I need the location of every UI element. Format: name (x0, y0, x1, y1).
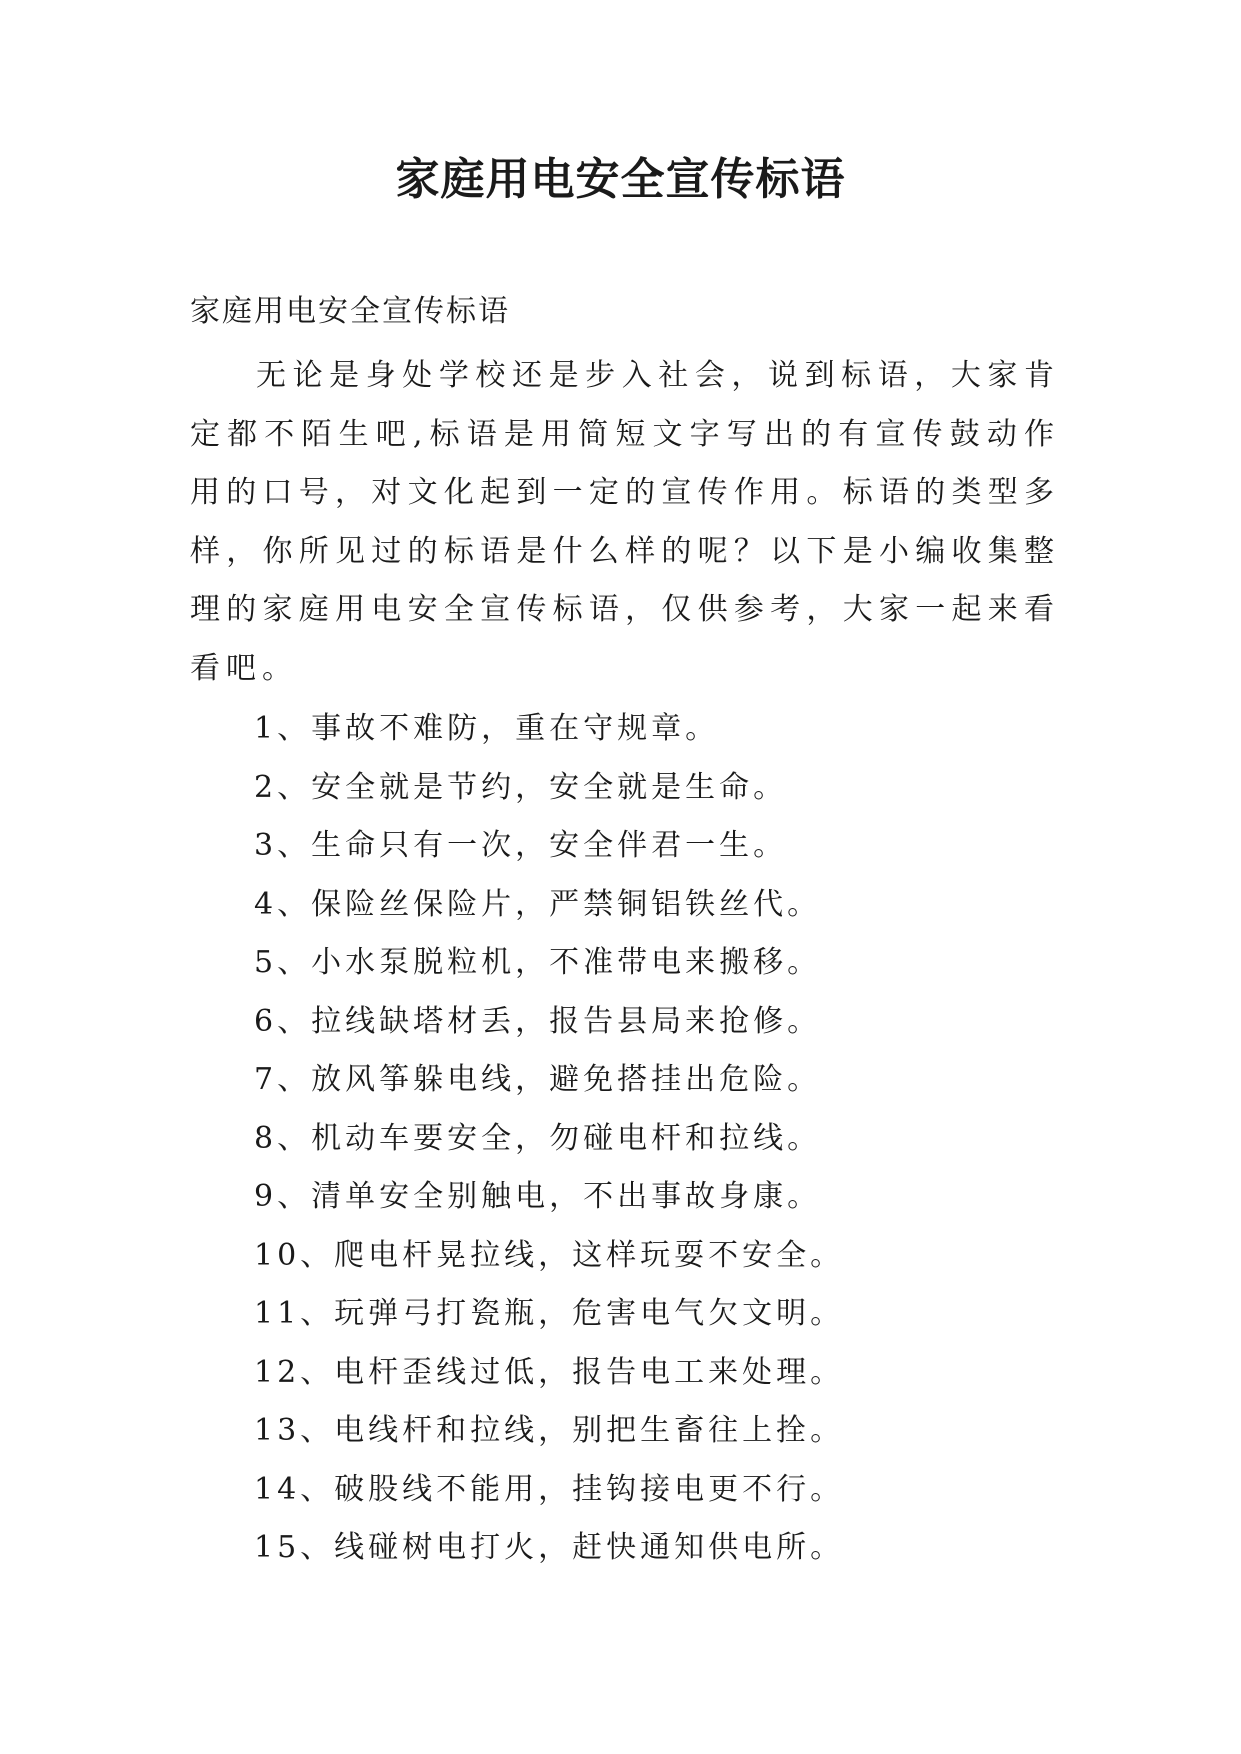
list-item: 8、机动车要安全，勿碰电杆和拉线。 (254, 1120, 822, 1156)
list-item: 1、事故不难防，重在守规章。 (254, 711, 720, 746)
list-item: 15、线碰树电打火，赶快通知供电所。 (254, 1530, 845, 1565)
list-item: 3、生命只有一次，安全伴君一生。 (254, 828, 788, 863)
list-item: 6、拉线缺塔材丢，报告县局来抢修。 (254, 1003, 822, 1039)
list-item: 5、小水泵脱粒机，不准带电来搬移。 (254, 945, 822, 980)
document-subtitle: 家庭用电安全宣传标语 (190, 294, 510, 329)
slogan-list (254, 700, 844, 1578)
intro-paragraph: 无论是身处学校还是步入社会，说到标语，大家肯定都不陌生吧,标语是用简短文字写出的有宣传鼓动作用的口号，对文化起到一定的宣传作用。标语的类型多样，你所见过的标语是什么样的呢？以下是小编收集整理的家庭用电安全宣传标语，仅供参考，大家一起来看看吧。 (190, 358, 1060, 686)
list-item: 13、电线杆和拉线，别把生畜往上拴。 (254, 1413, 845, 1448)
list-item: 11、玩弹弓打瓷瓶，危害电气欠文明。 (254, 1296, 845, 1331)
list-item: 12、电杆歪线过低，报告电工来处理。 (254, 1354, 845, 1390)
list-item: 2、安全就是节约，安全就是生命。 (254, 769, 788, 805)
list-item: 4、保险丝保险片，严禁铜铝铁丝代。 (254, 886, 822, 922)
list-item: 7、放风筝躲电线，避免搭挂出危险。 (254, 1062, 822, 1097)
list-item: 10、爬电杆晃拉线，这样玩耍不安全。 (254, 1237, 845, 1273)
document-title: 家庭用电安全宣传标语 (395, 154, 846, 205)
list-item: 14、破股线不能用，挂钩接电更不行。 (254, 1471, 845, 1507)
list-item: 9、清单安全别触电，不出事故身康。 (254, 1179, 822, 1214)
